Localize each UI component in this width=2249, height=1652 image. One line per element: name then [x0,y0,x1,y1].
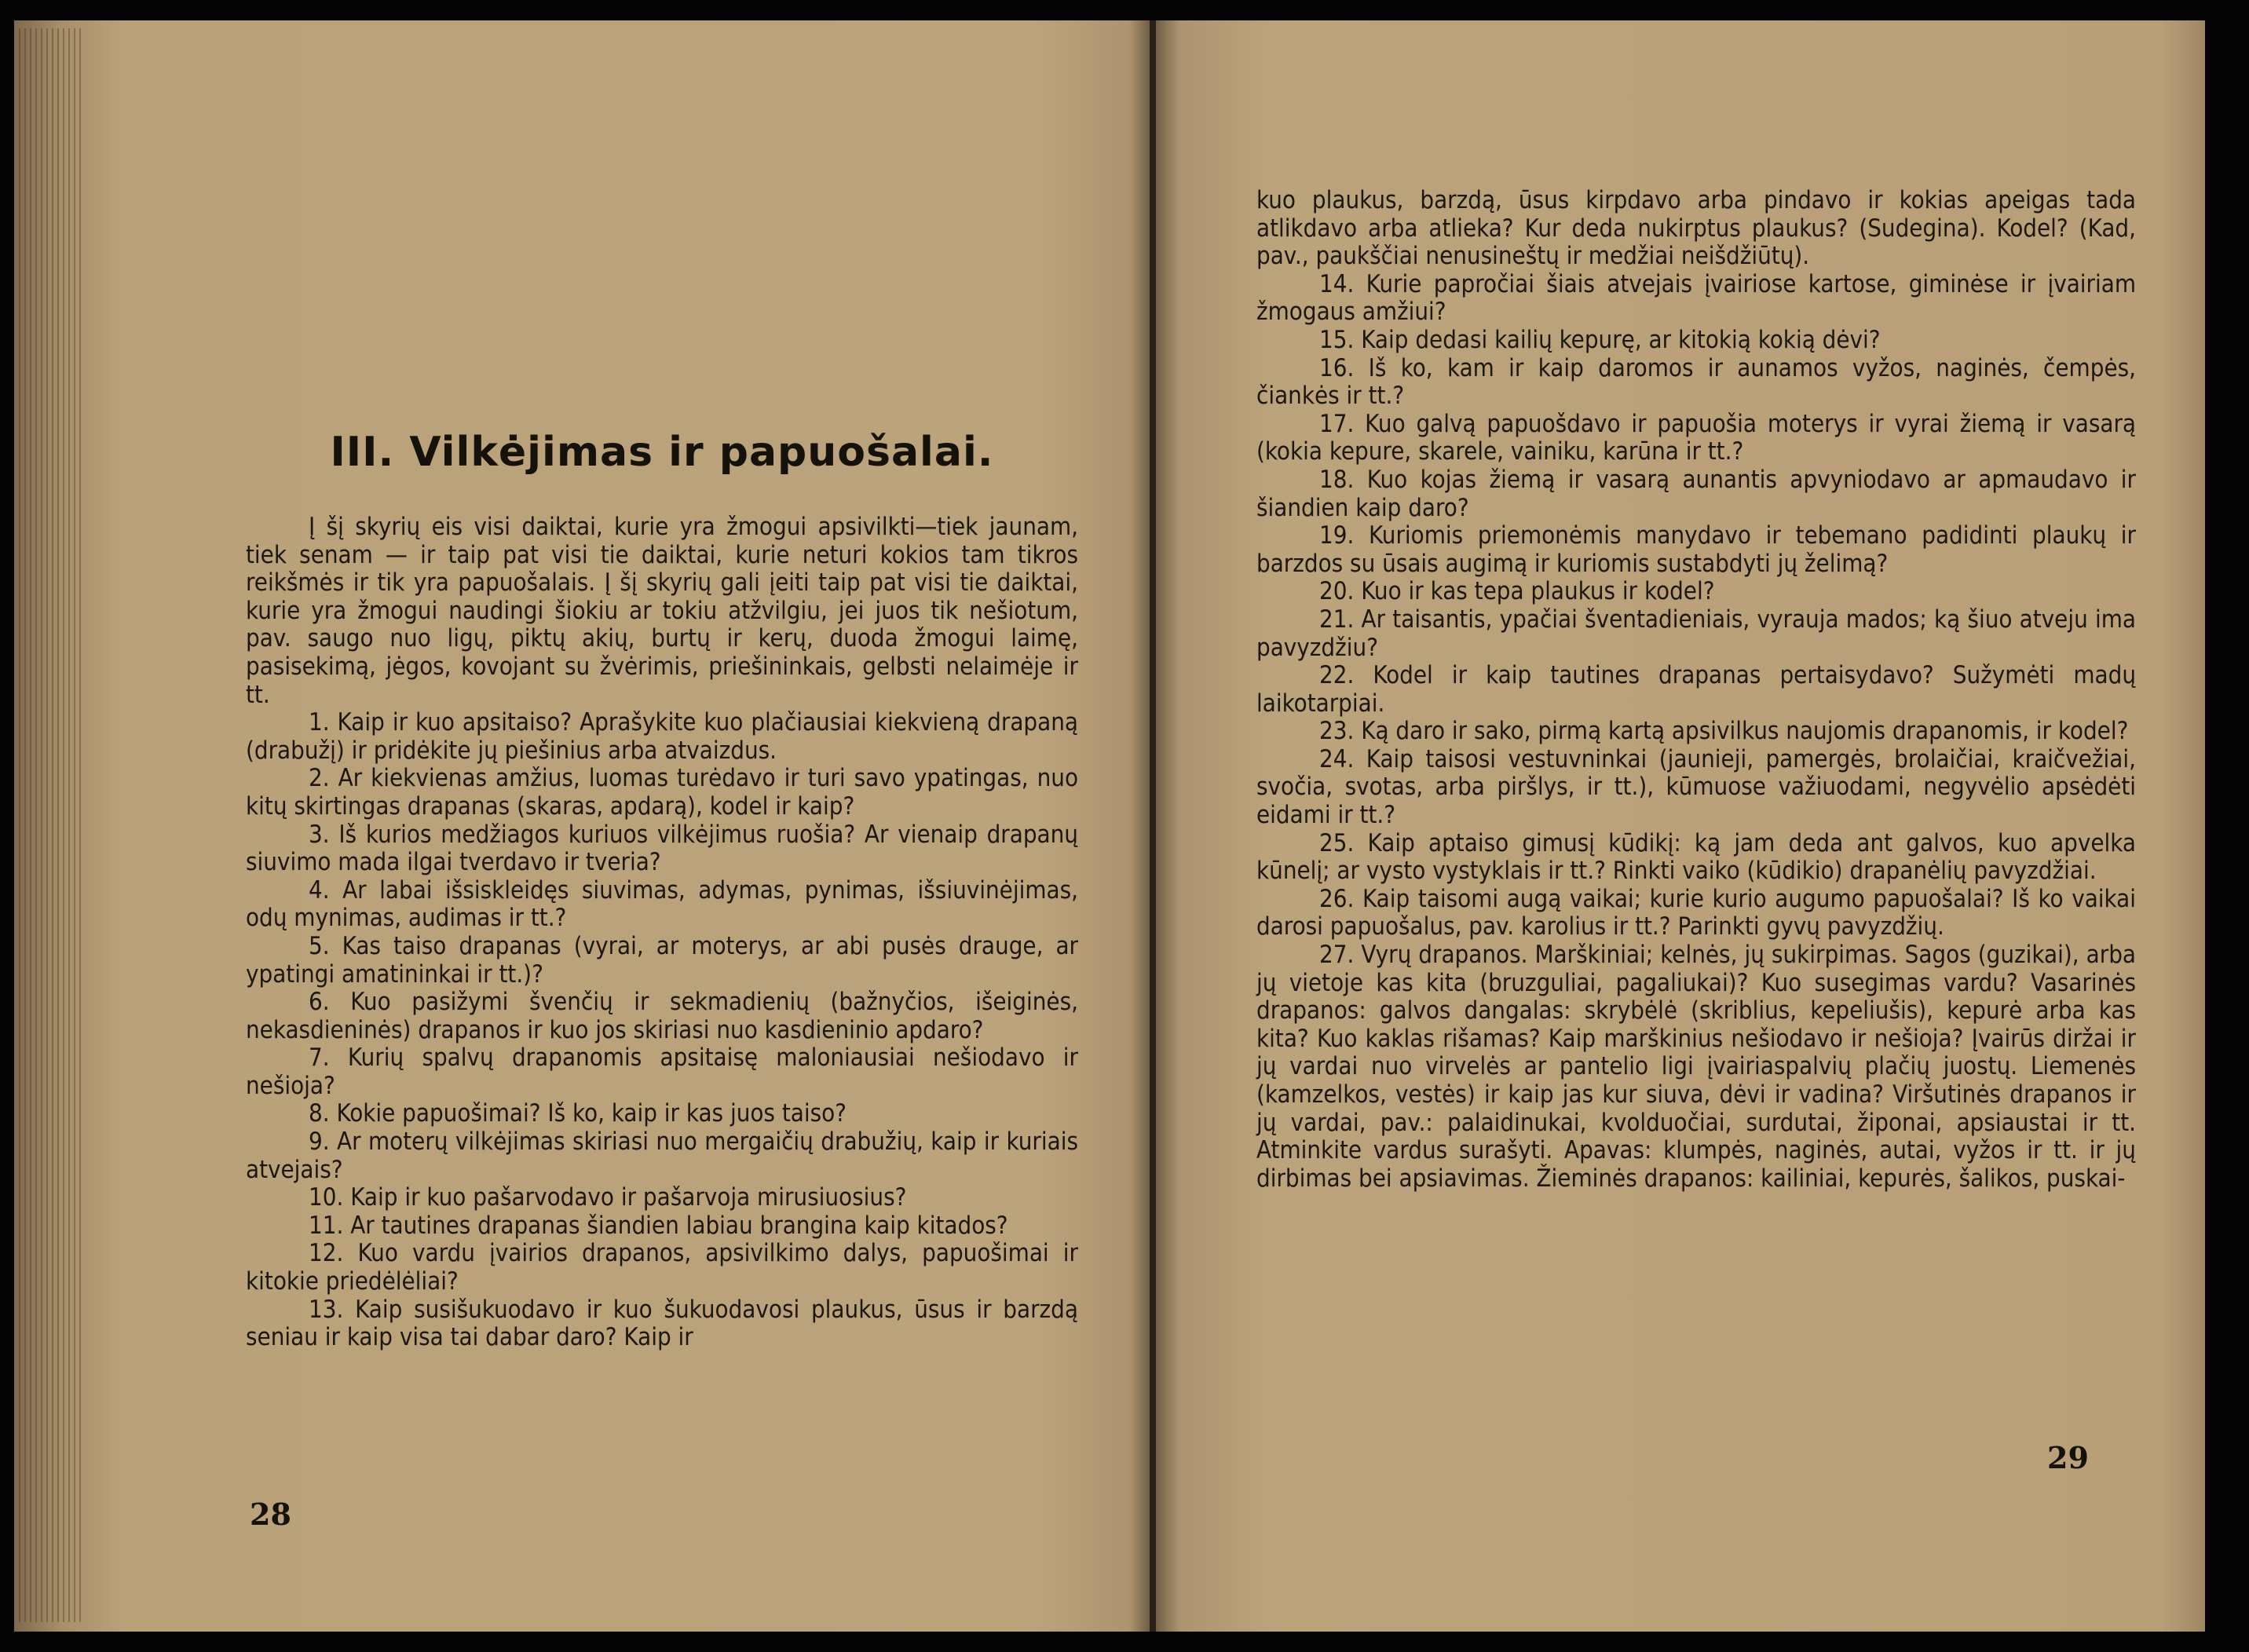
question-25: 25. Kaip aptaiso gimusį kūdikį: ką jam deda ant galvos, kuo apvelka kūnelį; ar vysto vystyklais ir tt.? Rinkti vaiko (kūdikio) drapanėlių pavyzdžiai. [1256,828,2136,886]
right-page [1156,20,2205,1632]
book-spread [14,20,2205,1632]
question-21: 21. Ar taisantis, ypačiai šventadieniais, vyrauja mados; ką šiuo atveju ima pavyzdžiu? [1256,605,2136,662]
left-text-column [246,429,1078,1352]
question-17: 17. Kuo galvą papuošdavo ir papuošia moterys ir vyrai žiemą ir vasarą (kokia kepure, skarele, vainiku, karūna ir tt.? [1256,409,2136,466]
question-7: 7. Kurių spalvų drapanomis apsitaisę maloniausiai nešiodavo ir nešioja? [246,1043,1078,1100]
question-5: 5. Kas taiso drapanas (vyrai, ar moterys, ar abi pusės drauge, ar ypatingi amatininkai ir tt.)? [246,931,1078,989]
question-9: 9. Ar moterų vilkėjimas skiriasi nuo mergaičių drabužių, kaip ir kuriais atvejais? [246,1128,1078,1184]
question-13-continued: kuo plaukus, barzdą, ūsus kirpdavo arba pindavo ir kokias apeigas tada atlikdavo arba atlieka? Kur deda nukirptus plaukus? (Sudegina). Kodel? (Kad, pav., paukščiai nenusineštų ir medžiai neišdžiūtų). [1256,186,2136,271]
question-23: 23. Ką daro ir sako, pirmą kartą apsivilkus naujomis drapanomis, ir kodel? [1319,717,2129,746]
page-number-right: 29 [2047,1440,2089,1475]
question-18: 18. Kuo kojas žiemą ir vasarą aunantis apvyniodavo ar apmaudavo ir šiandien kaip daro? [1256,465,2136,522]
question-4: 4. Ar labai išsiskleidęs siuvimas, adymas, pynimas, išsiuvinėjimas, odų mynimas, audimas ir tt.? [246,875,1078,933]
question-11: 11. Ar tautines drapanas šiandien labiau brangina kaip kitados? [309,1211,1008,1240]
question-22: 22. Kodel ir kaip tautines drapanas pertaisydavo? Sužymėti madų laikotarpiai. [1256,661,2136,718]
question-16: 16. Iš ko, kam ir kaip daromos ir aunamos vyžos, naginės, čempės, čiankės ir tt.? [1256,353,2136,411]
question-19: 19. Kuriomis priemonėmis manydavo ir tebemano padidinti plaukų ir barzdos su ūsais augimą ir kuriomis sustabdyti jų želimą? [1256,521,2136,578]
page-edges [19,28,82,1622]
question-13: 13. Kaip susišukuodavo ir kuo šukuodavosi plaukus, ūsus ir barzdą seniau ir kaip visa tai dabar daro? Kaip ir [246,1295,1078,1352]
question-20: 20. Kuo ir kas tepa plaukus ir kodel? [1319,577,1715,606]
intro-paragraph: Į šį skyrių eis visi daiktai, kurie yra žmogui apsivilkti—tiek jaunam, tiek senam — ir taip pat visi tie daiktai, kurie neturi kokios tam tikros reikšmės ir tik yra papuošalais. Į šį skyrių gali įeiti taip pat visi tie daiktai, kurie yra žmogui naudingi šiokiu ar tokiu atžvilgiu, jei juos tik nešiotum, pav. saugo nuo ligų, piktų akių, burtų ir kerų, duoda žmogui laimę, pasisekimą, jėgos, kovojant su žvėrimis, priešininkais, gelbsti nelaimėje ir tt. [246,513,1078,709]
question-26: 26. Kaip taisomi augą vaikai; kurie kurio augumo papuošalai? Iš ko vaikai darosi papuošalus, pav. karolius ir tt.? Parinkti gyvų pavyzdžių. [1256,884,2136,941]
question-14: 14. Kurie papročiai šiais atvejais įvairiose kartose, giminėse ir įvairiam žmogaus amžiui? [1256,269,2136,327]
question-24: 24. Kaip taisosi vestuvninkai (jaunieji, pamergės, brolaičiai, kraičvežiai, svočia, svotas, arba piršlys, ir tt.), kūmuose važiuodami, negyvėlio apsėdėti eidami ir tt.? [1256,744,2136,830]
page-number-left: 28 [250,1497,291,1532]
question-10: 10. Kaip ir kuo pašarvodavo ir pašarvoja mirusiuosius? [309,1183,907,1212]
question-15: 15. Kaip dedasi kailių kepurę, ar kitokią kokią dėvi? [1319,325,1881,354]
question-3: 3. Iš kurios medžiagos kuriuos vilkėjimus ruošia? Ar vienaip drapanų siuvimo mada ilgai tverdavo ir tveria? [246,820,1078,877]
chapter-title: III. Vilkėjimas ir papuošalai. [330,429,994,476]
question-1: 1. Kaip ir kuo apsitaiso? Aprašykite kuo plačiausiai kiekvieną drapaną (drabužį) ir pridėkite jų piešinius arba atvaizdus. [246,708,1078,765]
left-page [14,20,1151,1632]
right-text-column [1256,187,2136,1193]
question-2: 2. Ar kiekvienas amžius, luomas turėdavo ir turi savo ypatingas, nuo kitų skirtingas drapanas (skaras, apdarą), kodel ir kaip? [246,764,1078,821]
question-12: 12. Kuo vardu įvairios drapanos, apsivilkimo dalys, papuošimai ir kitokie priedėlėliai? [246,1239,1078,1296]
question-6: 6. Kuo pasižymi švenčių ir sekmadienių (bažnyčios, išeiginės, nekasdieninės) drapanos ir kuo jos skiriasi nuo kasdieninio apdaro? [246,988,1078,1044]
question-27: 27. Vyrų drapanos. Marškiniai; kelnės, jų sukirpimas. Sagos (guzikai), arba jų vietoje kas kita (bruzguliai, pagaliukai)? Kuo susegimas vardu? Vasarinės drapanos: galvos dangalas: skrybėlė (skriblius, kepeliušis), kepurė arba kas kita? Kuo kaklas rišamas? Kaip marškinius nešiodavo ir nešioja? Įvairūs diržai ir jų vardai nuo virvelės ar pantelio ligi įvairiaspalvių plačių juostų. Liemenės (kamzelkos, vestės) ir kaip jas kur siuva, dėvi ir vadina? Viršutinės drapanos ir jų vardai, pav.: palaidinukai, kvolduočiai, surdutai, žiponai, apsiaustai ir tt. Atminkite vardus surašyti. Apavas: klumpės, naginės, autai, vyžos ir tt. ir jų dirbimas bei apsiavimas. Žieminės drapanos: kailiniai, kepurės, šalikos, puskai- [1256,941,2136,1193]
question-8: 8. Kokie papuošimai? Iš ko, kaip ir kas juos taiso? [309,1099,847,1128]
